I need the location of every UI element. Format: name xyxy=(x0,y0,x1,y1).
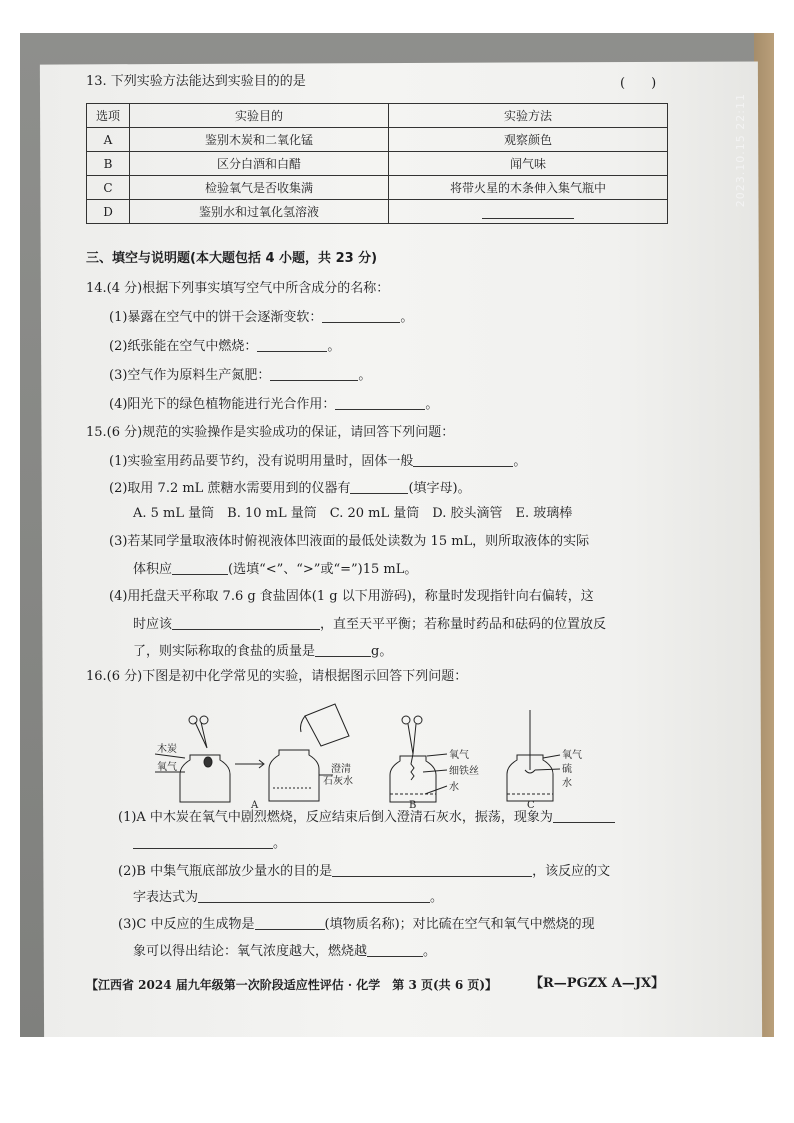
q15-part-4-line2 xyxy=(133,615,606,634)
q16-part-3-text: (3)C 中反应的生成物是 xyxy=(118,917,255,932)
q14-item-2-text: (2)纸张能在空气中燃烧： xyxy=(109,339,258,354)
q16-part-1 xyxy=(118,808,615,827)
row-b-method: 闻气味 xyxy=(389,152,668,176)
q14-item-4 xyxy=(109,395,438,414)
label-oxygen-b: 氧气 xyxy=(449,750,469,761)
q14-item-3 xyxy=(109,366,371,385)
label-water-c: 水 xyxy=(562,778,572,789)
label-limewater: 澄清石灰水 xyxy=(323,764,353,787)
q15-part-1-text: (1)实验室用药品要节约，没有说明用量时，固体一般 xyxy=(109,454,414,469)
q15-part-3-line2 xyxy=(133,560,417,579)
q15-part-4-tail-text: 了，则实际称取的食盐的质量是 xyxy=(133,644,316,659)
q15-part-4-line3 xyxy=(133,642,392,661)
q16-part-1-text: (1)A 中木炭在氧气中剧烈燃烧，反应结束后倒入澄清石灰水，振荡，现象为 xyxy=(118,810,553,825)
q16-part-2 xyxy=(118,862,610,881)
q16-part-1-cont xyxy=(133,834,286,853)
crucible-tongs-a-icon xyxy=(195,722,207,748)
header-purpose: 实验目的 xyxy=(130,104,389,128)
section3-heading: 三、填空与说明题(本大题包括 4 小题，共 23 分) xyxy=(86,251,378,266)
row-b-purpose: 区分白酒和白醋 xyxy=(130,152,389,176)
q16-part-2-eq-text: 字表达式为 xyxy=(133,890,199,905)
row-c-method: 将带火星的木条伸入集气瓶中 xyxy=(389,176,668,200)
q14-item-2-end: 。 xyxy=(327,339,341,354)
answer-blank xyxy=(553,808,615,823)
answer-blank xyxy=(172,615,320,630)
q14-item-4-text: (4)阳光下的绿色植物能进行光合作用： xyxy=(109,397,336,412)
table-row xyxy=(87,128,668,152)
q15-part-4-unit: g。 xyxy=(371,644,393,659)
crucible-tongs-b-icon xyxy=(408,724,416,754)
page-footer-left: 【江西省 2024 届九年级第一次阶段适应性评估 · 化学 第 3 页(共 6 页)】 xyxy=(86,978,498,992)
q16-part-3-mid: (填物质名称)；对比硫在空气和氧气中燃烧的现 xyxy=(324,917,595,932)
label-c: C xyxy=(527,800,535,810)
q16-part-2-end: 。 xyxy=(430,890,444,905)
q13-table xyxy=(86,103,668,224)
q16-part-1-end: 。 xyxy=(273,836,287,851)
q16-part-2-cont xyxy=(133,888,443,907)
label-b: B xyxy=(409,800,417,810)
q15-part-3-tail: (选填“<”、“>”或“=”)15 mL。 xyxy=(228,562,418,577)
iron-wire-icon xyxy=(411,754,414,780)
q14-stem: 14.(4 分)根据下列事实填写空气中所含成分的名称： xyxy=(86,281,390,296)
q15-part-3-text: 体积应 xyxy=(133,562,173,577)
label-a: A xyxy=(251,800,259,810)
header-option: 选项 xyxy=(87,104,130,128)
q16-part-3-end: 。 xyxy=(423,944,437,959)
page-footer-code: 【R—PGZX A—JX】 xyxy=(530,976,665,991)
answer-blank xyxy=(270,366,358,381)
answer-blank xyxy=(482,204,574,219)
label-charcoal: 木炭 xyxy=(157,744,177,755)
q13-stem: 13. 下列实验方法能达到实验目的的是 xyxy=(86,74,306,89)
q15-part-3-line1: (3)若某同学量取液体时俯视液体凹液面的最低处读数为 15 mL，则所取液体的实际 xyxy=(109,534,590,549)
answer-blank xyxy=(198,888,430,903)
answer-blank xyxy=(322,308,400,323)
q16-part-3 xyxy=(118,915,595,934)
q14-item-1-end: 。 xyxy=(400,310,414,325)
q14-item-4-end: 。 xyxy=(425,397,439,412)
answer-blank xyxy=(315,642,371,657)
label-water-b: 水 xyxy=(449,782,459,793)
row-d-purpose: 鉴别水和过氧化氢溶液 xyxy=(130,200,389,224)
label-oxygen-c: 氧气 xyxy=(562,750,582,761)
q14-item-2 xyxy=(109,337,340,356)
table-row xyxy=(87,152,668,176)
q15-part-2-tail: (填字母)。 xyxy=(408,481,471,496)
table-header-row xyxy=(87,104,668,128)
answer-blank xyxy=(350,479,408,494)
answer-blank xyxy=(413,452,513,467)
q14-item-3-text: (3)空气作为原料生产氮肥： xyxy=(109,368,271,383)
answer-blank xyxy=(367,942,423,957)
q14-item-1-text: (1)暴露在空气中的饼干会逐渐变软： xyxy=(109,310,323,325)
answer-blank xyxy=(172,560,228,575)
photo-timestamp: 2023.10.15 22:11 xyxy=(734,93,747,208)
row-b-option: B xyxy=(87,152,130,176)
q16-part-2-tail: ，该反应的文 xyxy=(532,864,611,879)
row-d-method-blank xyxy=(389,200,668,224)
label-sulfur: 硫 xyxy=(562,764,572,775)
q15-part-2-text: (2)取用 7.2 mL 蔗糖水需要用到的仪器有 xyxy=(109,481,351,496)
label-iron-wire: 细铁丝 xyxy=(449,766,479,777)
q16-part-3-tail: 象可以得出结论：氧气浓度越大，燃烧越 xyxy=(133,944,368,959)
q15-part-1-end: 。 xyxy=(513,454,527,469)
q14-item-3-end: 。 xyxy=(358,368,372,383)
beaker-icon xyxy=(305,704,349,746)
gas-bottle-a2 xyxy=(269,750,319,801)
table-row xyxy=(87,176,668,200)
gas-bottle-b xyxy=(390,756,436,802)
q16-stem: 16.(6 分)下图是初中化学常见的实验，请根据图示回答下列问题： xyxy=(86,669,468,684)
answer-blank xyxy=(255,915,325,930)
row-c-option: C xyxy=(87,176,130,200)
q15-part-2 xyxy=(109,479,471,498)
table-row xyxy=(87,200,668,224)
q16-experiment-diagram xyxy=(155,700,595,810)
header-method: 实验方法 xyxy=(389,104,668,128)
answer-blank xyxy=(257,337,327,352)
row-a-purpose: 鉴别木炭和二氧化锰 xyxy=(130,128,389,152)
label-oxygen-a: 氧气 xyxy=(157,762,177,773)
q15-part-4-text: 时应该 xyxy=(133,617,173,632)
q15-part-1 xyxy=(109,452,526,471)
row-d-option: D xyxy=(87,200,130,224)
q13-answer-paren: ( ) xyxy=(620,76,657,91)
q15-options: A. 5 mL 量筒 B. 10 mL 量筒 C. 20 mL 量筒 D. 胶头滴管 E. 玻璃棒 xyxy=(133,506,573,521)
charcoal-icon xyxy=(204,757,212,767)
q15-part-4-mid: ，直至天平平衡；若称量时药品和砝码的位置放反 xyxy=(320,617,607,632)
row-a-method: 观察颜色 xyxy=(389,128,668,152)
answer-blank xyxy=(332,862,532,877)
q16-part-3-cont xyxy=(133,942,436,961)
q15-part-4-line1: (4)用托盘天平称取 7.6 g 食盐固体(1 g 以下用游码)，称量时发现指针向右偏转，这 xyxy=(109,589,594,604)
answer-blank xyxy=(335,395,425,410)
q15-stem: 15.(6 分)规范的实验操作是实验成功的保证，请回答下列问题： xyxy=(86,425,455,440)
row-c-purpose: 检验氧气是否收集满 xyxy=(130,176,389,200)
q14-item-1 xyxy=(109,308,413,327)
q16-part-2-text: (2)B 中集气瓶底部放少量水的目的是 xyxy=(118,864,333,879)
answer-blank xyxy=(133,834,273,849)
row-a-option: A xyxy=(87,128,130,152)
